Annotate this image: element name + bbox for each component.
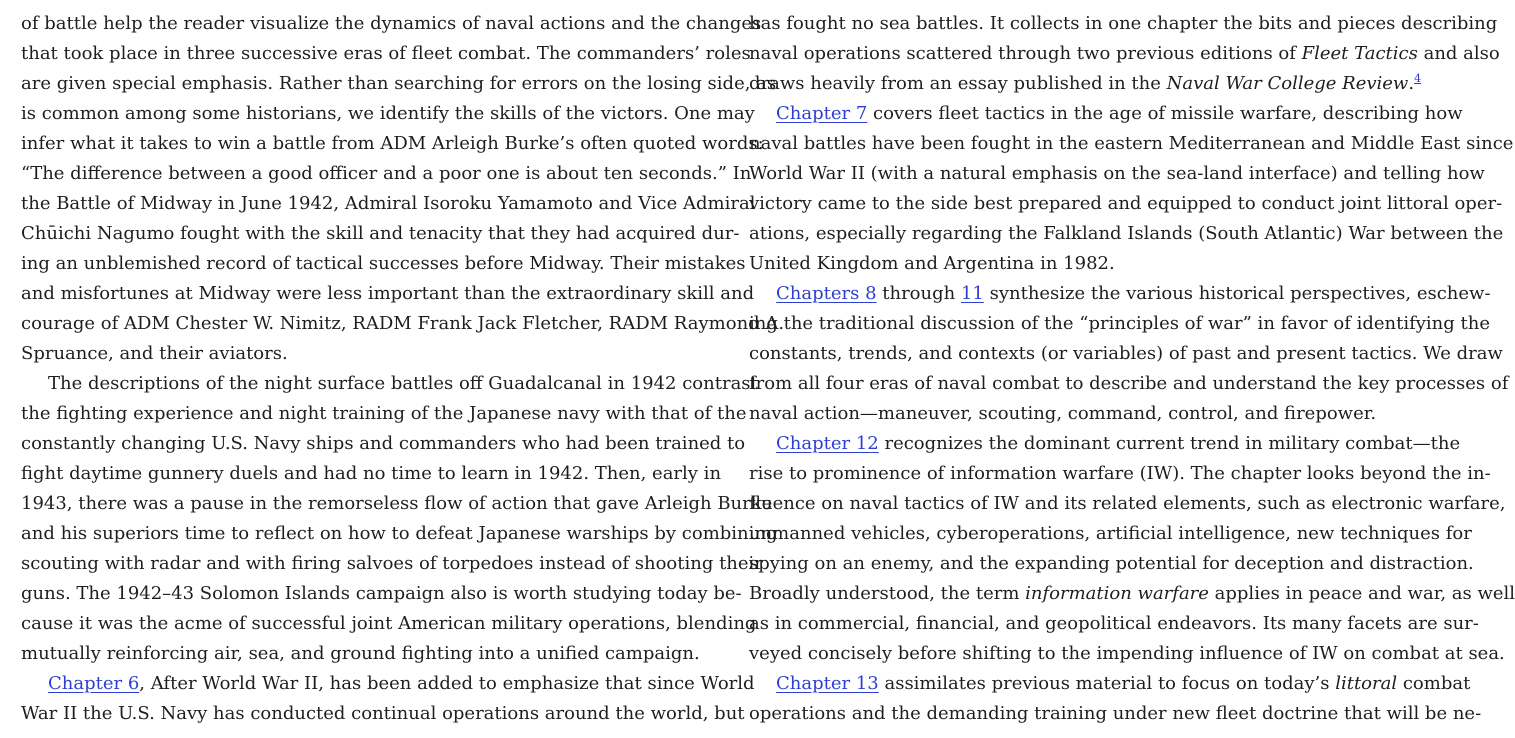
book-title: Fleet Tactics bbox=[1301, 43, 1418, 64]
text-line: “The difference between a good officer and a poor one is about ten seconds.” In bbox=[21, 163, 752, 184]
paragraph-start-line: Chapter 7 covers fleet tactics in the age of missile warfare, describing how bbox=[776, 103, 1463, 124]
text-line: and misfortunes at Midway were less important than the extraordinary skill and bbox=[21, 283, 755, 304]
text-line: rise to prominence of information warfare (IW). The chapter looks beyond the in- bbox=[749, 463, 1491, 484]
paragraph-end-line: naval action—maneuver, scouting, command, control, and firepower. bbox=[749, 403, 1377, 424]
text-line: that took place in three successive eras of fleet combat. The commanders’ roles bbox=[21, 43, 751, 64]
paragraph-start-line: Chapters 8 through 11 synthesize the various historical perspectives, eschew- bbox=[776, 283, 1491, 304]
paragraph-start-line: The descriptions of the night surface battles off Guadalcanal in 1942 contrast bbox=[48, 373, 758, 394]
paragraph-start-line: Chapter 12 recognizes the dominant current trend in military combat—the bbox=[776, 433, 1461, 454]
text-line: cause it was the acme of successful joint American military operations, blending bbox=[21, 613, 757, 634]
chapter-13-link[interactable]: Chapter 13 bbox=[776, 673, 879, 694]
text-line: the fighting experience and night training of the Japanese navy with that of the bbox=[21, 403, 747, 424]
text-line: constantly changing U.S. Navy ships and commanders who had been trained to bbox=[21, 433, 746, 454]
text-line: ations, especially regarding the Falkland Islands (South Atlantic) War between the bbox=[749, 223, 1504, 244]
text-line: guns. The 1942–43 Solomon Islands campaign also is worth studying today be- bbox=[21, 583, 742, 604]
emphasized-term: littoral bbox=[1335, 673, 1398, 694]
chapter-7-link[interactable]: Chapter 7 bbox=[776, 103, 868, 124]
text-line: operations and the demanding training under new fleet doctrine that will be ne- bbox=[749, 703, 1482, 724]
text-line: has fought no sea battles. It collects in one chapter the bits and pieces describing bbox=[749, 13, 1498, 34]
text-line: victory came to the side best prepared and equipped to conduct joint littoral oper- bbox=[749, 193, 1503, 214]
text-line: 1943, there was a pause in the remorseless flow of action that gave Arleigh Burke bbox=[21, 493, 773, 514]
text-line: scouting with radar and with firing salvoes of torpedoes instead of shooting their bbox=[21, 553, 763, 574]
text-line: unmanned vehicles, cyberoperations, artificial intelligence, new techniques for bbox=[749, 523, 1472, 544]
chapter-6-link[interactable]: Chapter 6 bbox=[48, 673, 140, 694]
right-text-column bbox=[749, 9, 1515, 729]
text-line: constants, trends, and contexts (or variables) of past and present tactics. We draw bbox=[749, 343, 1503, 364]
text-line: from all four eras of naval combat to describe and understand the key processes of bbox=[749, 373, 1509, 394]
text-line: of battle help the reader visualize the dynamics of naval actions and the changes bbox=[21, 13, 762, 34]
paragraph-start-line: Chapter 13 assimilates previous material to focus on today’s littoral combat bbox=[776, 673, 1471, 694]
text-line: ing the traditional discussion of the “principles of war” in favor of identifying the bbox=[749, 313, 1490, 334]
paragraph-end-line: mutually reinforcing air, sea, and ground fighting into a unified campaign. bbox=[21, 643, 700, 664]
text-line: and his superiors time to reflect on how to defeat Japanese warships by combining bbox=[21, 523, 778, 544]
text-line: World War II (with a natural emphasis on the sea-land interface) and telling how bbox=[749, 163, 1485, 184]
text-line: veyed concisely before shifting to the impending influence of IW on combat at sea. bbox=[749, 643, 1505, 664]
text-line: courage of ADM Chester W. Nimitz, RADM Frank Jack Fletcher, RADM Raymond A. bbox=[21, 313, 785, 334]
paragraph-end-line: Spruance, and their aviators. bbox=[21, 343, 288, 364]
paragraph-start-line: Chapter 6, After World War II, has been added to emphasize that since World bbox=[48, 673, 755, 694]
chapters-8-link[interactable]: Chapters 8 bbox=[776, 283, 877, 304]
text-line: infer what it takes to win a battle from ADM Arleigh Burke’s often quoted words: bbox=[21, 133, 764, 154]
left-text-column bbox=[21, 9, 785, 729]
text-line: the Battle of Midway in June 1942, Admiral Isoroku Yamamoto and Vice Admiral bbox=[21, 193, 756, 214]
text-line: naval battles have been fought in the eastern Mediterranean and Middle East since bbox=[749, 133, 1514, 154]
paragraph-end-line: United Kingdom and Argentina in 1982. bbox=[749, 253, 1115, 274]
chapter-12-link[interactable]: Chapter 12 bbox=[776, 433, 879, 454]
text-line: fight daytime gunnery duels and had no time to learn in 1942. Then, early in bbox=[21, 463, 722, 484]
text-line: War II the U.S. Navy has conducted continual operations around the world, but bbox=[21, 703, 745, 724]
text-line: naval operations scattered through two previous editions of Fleet Tactics and also bbox=[749, 43, 1500, 64]
text-line: spying on an enemy, and the expanding potential for deception and distraction. bbox=[749, 553, 1474, 574]
text-line: ing an unblemished record of tactical successes before Midway. Their mistakes bbox=[21, 253, 746, 274]
paragraph-end-line: draws heavily from an essay published in the Naval War College Review.$^4$ bbox=[749, 72, 1422, 94]
text-line: is common among some historians, we identify the skills of the victors. One may bbox=[21, 103, 755, 124]
journal-title: Naval War College Review bbox=[1166, 73, 1409, 94]
text-line: fluence on naval tactics of IW and its related elements, such as electronic warfare, bbox=[749, 493, 1506, 514]
footnote-4-link[interactable]: 4 bbox=[1414, 72, 1422, 85]
text-line: Broadly understood, the term information warfare applies in peace and war, as well bbox=[749, 583, 1515, 604]
text-line: are given special emphasis. Rather than searching for errors on the losing side, as bbox=[21, 73, 777, 94]
chapter-11-link[interactable]: 11 bbox=[960, 283, 984, 304]
text-line: as in commercial, financial, and geopolitical endeavors. Its many facets are sur- bbox=[749, 613, 1479, 634]
emphasized-term: information warfare bbox=[1025, 583, 1209, 604]
text-line: Chūichi Nagumo fought with the skill and tenacity that they had acquired dur- bbox=[21, 223, 740, 244]
